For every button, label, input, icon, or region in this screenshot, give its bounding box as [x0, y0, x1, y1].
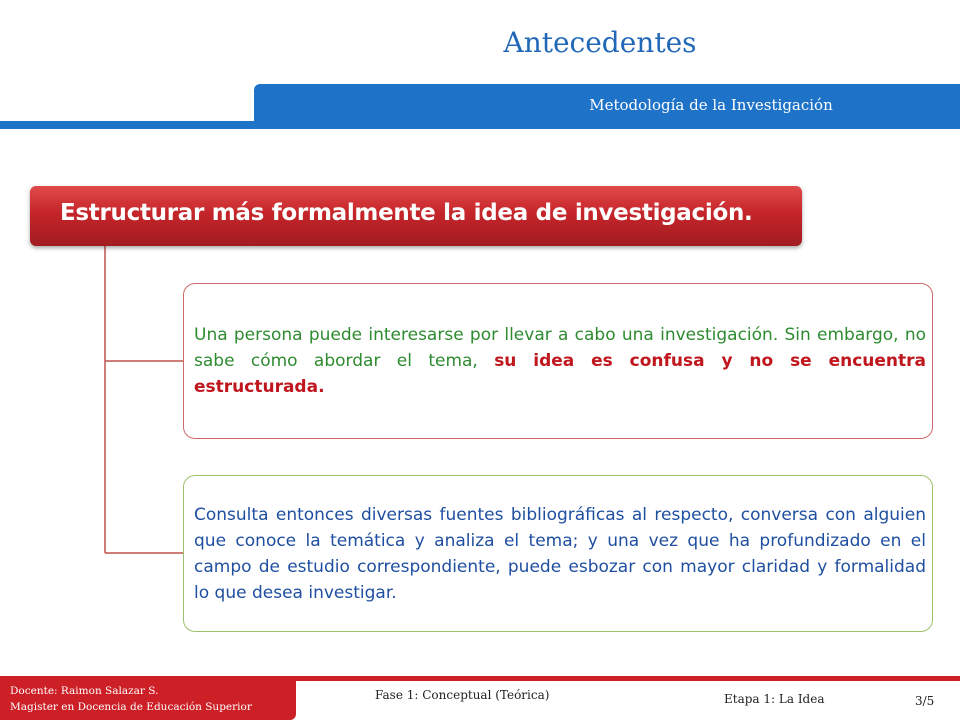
idea-card-2	[183, 475, 933, 632]
slide-title: Antecedentes	[503, 26, 697, 59]
footer-docente-degree: Magister en Docencia de Educación Superior	[10, 701, 252, 713]
idea-card-2-text: Consulta entonces diversas fuentes bibliográficas al respecto, conversa con alguien que conoce la temática y analiza el tema; y una vez que ha profundizado en el campo de estudio correspondiente, puede esbozar con mayor claridad y formalidad lo que desea investigar.	[194, 504, 926, 603]
idea-card-1	[183, 283, 933, 439]
footer-fase: Fase 1: Conceptual (Teórica)	[375, 688, 550, 702]
section-band-label: Metodología de la Investigación	[589, 96, 833, 114]
main-idea-header-text: Estructurar más formalmente la idea de investigación.	[60, 200, 753, 226]
footer-docente	[10, 683, 252, 715]
connector-path	[105, 246, 183, 553]
idea-card-1-emphasis: su idea es confusa y no se encuentra estructurada.	[194, 351, 927, 397]
footer-docente-name: Docente: Raimon Salazar S.	[10, 685, 159, 697]
footer-etapa: Etapa 1: La Idea	[724, 692, 825, 706]
idea-card-1-normal: Una persona puede interesarse por llevar a cabo una investigación. Sin embargo, no sabe cómo abordar el tema,	[194, 325, 926, 371]
idea-card-1-text	[194, 322, 926, 400]
footer-page-number: 3/5	[915, 694, 935, 708]
